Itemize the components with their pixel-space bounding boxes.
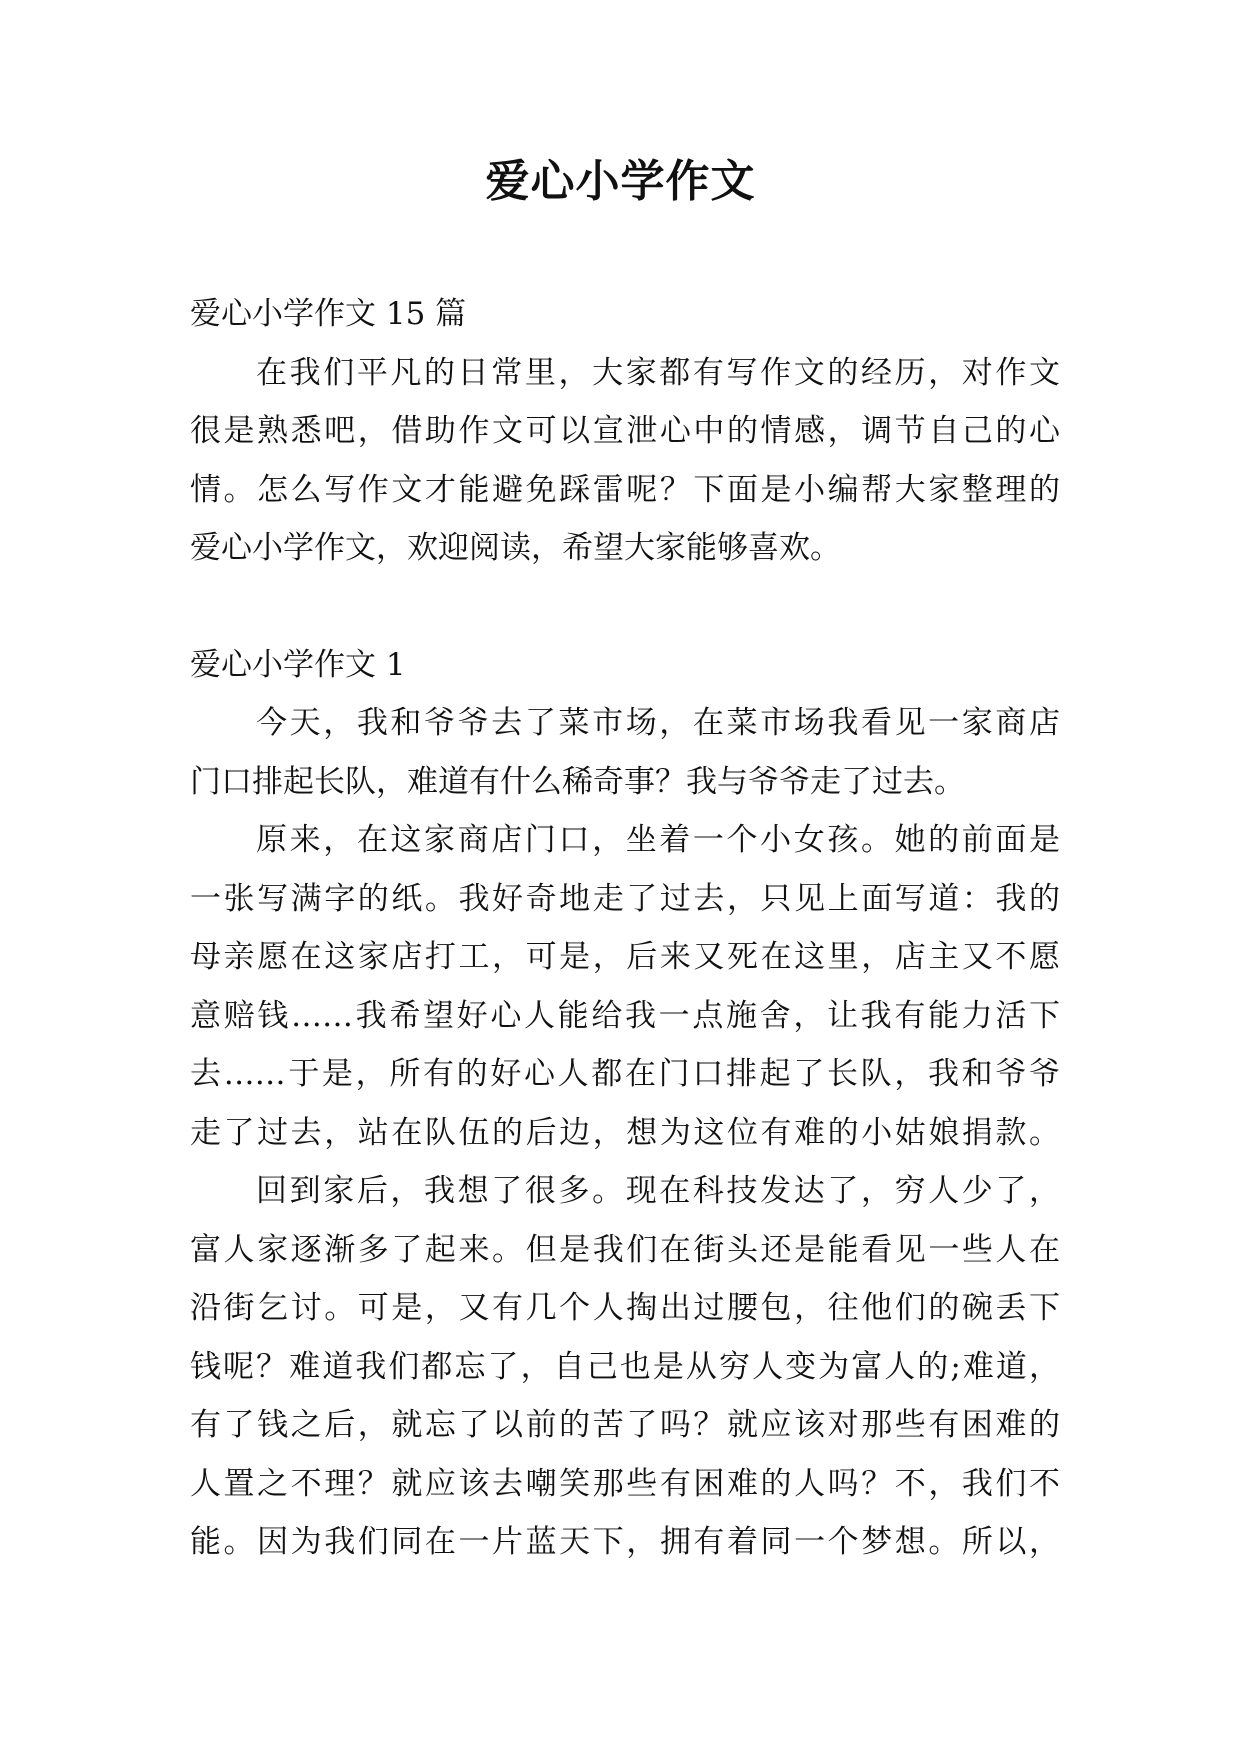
- text-line: 走了过去，站在队伍的后边，想为这位有难的小姑娘捐款。: [190, 1114, 1060, 1151]
- text-line: 爱心小学作文 15 篇: [190, 296, 467, 332]
- text-line: 富人家逐渐多了起来。但是我们在街头还是能看见一些人在: [190, 1231, 1060, 1268]
- text-line: 回到家后，我想了很多。现在科技发达了，穷人少了，: [256, 1173, 1060, 1209]
- text-line: 能。因为我们同在一片蓝天下，拥有着同一个梦想。所以，: [190, 1524, 1060, 1560]
- text-line: 去……于是，所有的好心人都在门口排起了长队，我和爷爷: [190, 1056, 1060, 1092]
- text-line: 钱呢？难道我们都忘了，自己也是从穷人变为富人的;难道，: [190, 1348, 1060, 1385]
- text-line: 母亲愿在这家店打工，可是，后来又死在这里，店主又不愿: [190, 939, 1060, 975]
- text-line: 爱心小学作文，欢迎阅读，希望大家能够喜欢。: [190, 530, 841, 566]
- text-line: 很是熟悉吧，借助作文可以宣泄心中的情感，调节自己的心: [190, 413, 1060, 449]
- text-line: 在我们平凡的日常里，大家都有写作文的经历，对作文: [256, 354, 1060, 391]
- text-line: 沿街乞讨。可是，又有几个人掏出过腰包，往他们的碗丢下: [190, 1290, 1060, 1326]
- text-line: 原来，在这家商店门口，坐着一个小女孩。她的前面是: [256, 822, 1060, 858]
- text-line: 意赔钱……我希望好心人能给我一点施舍，让我有能力活下: [190, 997, 1060, 1034]
- text-line: 爱心小学作文 1: [190, 646, 406, 683]
- text-line: 门口排起长队，难道有什么稀奇事？我与爷爷走了过去。: [190, 763, 965, 800]
- text-line: 人置之不理？就应该去嘲笑那些有困难的人吗？不，我们不: [190, 1465, 1060, 1502]
- text-line: 情。怎么写作文才能避免踩雷呢？下面是小编帮大家整理的: [190, 471, 1060, 508]
- text-line: 有了钱之后，就忘了以前的苦了吗？就应该对那些有困难的: [190, 1407, 1060, 1443]
- document-title: 爱心小学作文: [485, 156, 756, 207]
- document-body: [190, 285, 1060, 1572]
- text-line: 今天，我和爷爷去了菜市场，在菜市场我看见一家商店: [256, 705, 1060, 741]
- text-line: 一张写满字的纸。我好奇地走了过去，只见上面写道：我的: [190, 880, 1060, 917]
